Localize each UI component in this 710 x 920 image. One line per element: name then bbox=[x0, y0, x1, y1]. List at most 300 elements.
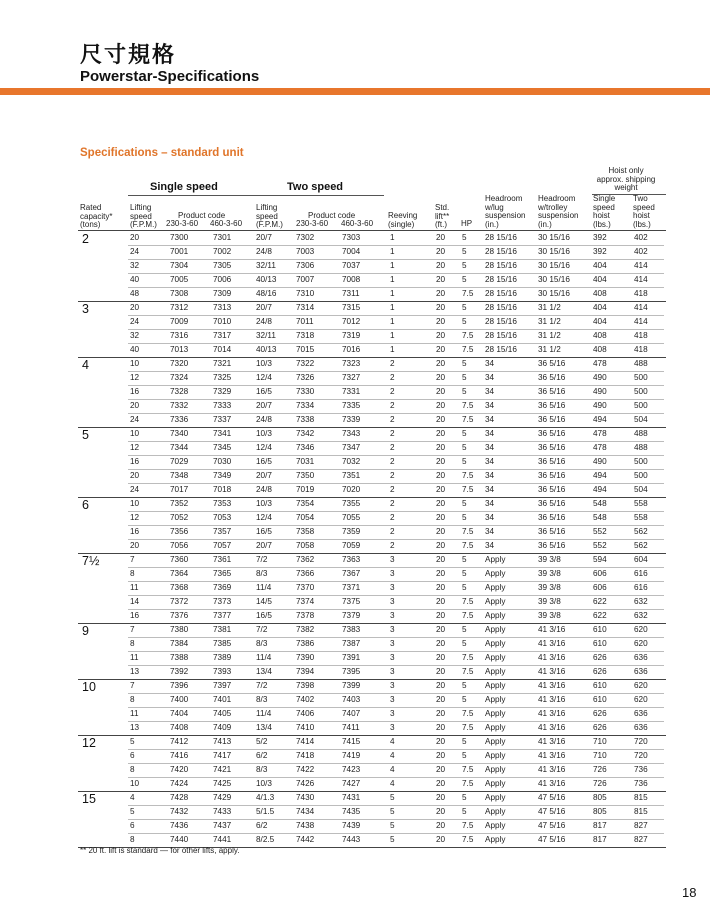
table-row bbox=[128, 455, 664, 469]
hoist-weight-two-cell: 815 bbox=[634, 807, 648, 816]
std-lift-cell: 20 bbox=[436, 667, 446, 676]
lifting-speed-single-cell: 20 bbox=[130, 541, 140, 550]
code-230-single-cell: 7005 bbox=[170, 275, 189, 284]
hp-cell: 5 bbox=[462, 387, 467, 396]
table-row bbox=[128, 469, 664, 483]
code-460-two-cell: 7331 bbox=[342, 387, 361, 396]
code-230-single-cell: 7340 bbox=[170, 429, 189, 438]
lifting-speed-single-cell: 20 bbox=[130, 471, 140, 480]
lifting-speed-two-cell: 24/8 bbox=[256, 415, 272, 424]
std-lift-cell: 20 bbox=[436, 625, 446, 634]
lifting-speed-two-cell: 16/5 bbox=[256, 527, 272, 536]
hoist-weight-two-cell: 604 bbox=[634, 555, 648, 564]
code-230-two-cell: 7382 bbox=[296, 625, 315, 634]
reeving-cell: 2 bbox=[390, 401, 395, 410]
code-230-two-cell: 7322 bbox=[296, 359, 315, 368]
code-460-two-cell: 7323 bbox=[342, 359, 361, 368]
reeving-cell: 2 bbox=[390, 527, 395, 536]
std-lift-cell: 20 bbox=[436, 443, 446, 452]
code-460-single-cell: 7053 bbox=[213, 513, 232, 522]
lifting-speed-single-cell: 24 bbox=[130, 247, 140, 256]
headroom-trolley-cell: 41 3/16 bbox=[538, 723, 566, 732]
headroom-lug-cell: 34 bbox=[485, 415, 495, 424]
lifting-speed-single-cell: 4 bbox=[130, 793, 135, 802]
hp-cell: 7.5 bbox=[462, 471, 474, 480]
page-title-chinese: 尺寸規格 bbox=[80, 42, 177, 68]
reeving-cell: 2 bbox=[390, 373, 395, 382]
headroom-trolley-cell: 36 5/16 bbox=[538, 541, 566, 550]
code-460-single-cell: 7010 bbox=[213, 317, 232, 326]
hoist-weight-two-cell: 414 bbox=[634, 261, 648, 270]
hoist-weight-single-cell: 622 bbox=[593, 611, 607, 620]
code-460-two-cell: 7059 bbox=[342, 541, 361, 550]
hoist-weight-single-cell: 594 bbox=[593, 555, 607, 564]
code-230-two-cell: 7019 bbox=[296, 485, 315, 494]
lifting-speed-two-cell: 20/7 bbox=[256, 303, 272, 312]
lifting-speed-two-cell: 24/8 bbox=[256, 485, 272, 494]
hoist-weight-single-cell: 490 bbox=[593, 401, 607, 410]
hoist-weight-two-cell: 562 bbox=[634, 527, 648, 536]
code-460-two-cell: 7311 bbox=[342, 289, 360, 298]
code-230-two-cell: 7346 bbox=[296, 443, 315, 452]
table-row bbox=[128, 427, 664, 441]
lifting-speed-two-cell: 12/4 bbox=[256, 513, 272, 522]
code-230-single-cell: 7412 bbox=[170, 737, 189, 746]
lifting-speed-two-cell: 11/4 bbox=[256, 583, 272, 592]
hp-cell: 7.5 bbox=[462, 653, 474, 662]
table-row bbox=[128, 553, 664, 567]
code-230-two-cell: 7330 bbox=[296, 387, 315, 396]
hoist-weight-single-cell: 610 bbox=[593, 695, 607, 704]
code-230-single-cell: 7424 bbox=[170, 779, 189, 788]
reeving-cell: 2 bbox=[390, 443, 395, 452]
code-460-single-cell: 7409 bbox=[213, 723, 232, 732]
headroom-trolley-cell: 36 5/16 bbox=[538, 485, 566, 494]
code-230-single-cell: 7376 bbox=[170, 611, 189, 620]
code-460-two-cell: 7008 bbox=[342, 275, 361, 284]
code-230-single-cell: 7001 bbox=[170, 247, 189, 256]
code-230-single-cell: 7372 bbox=[170, 597, 189, 606]
reeving-cell: 1 bbox=[390, 317, 395, 326]
table-row bbox=[128, 763, 664, 777]
headroom-lug-cell: 28 15/16 bbox=[485, 331, 517, 340]
hp-cell: 5 bbox=[462, 317, 467, 326]
code-230-single-cell: 7364 bbox=[170, 569, 189, 578]
headroom-lug-cell: Apply bbox=[485, 681, 506, 690]
reeving-cell: 3 bbox=[390, 583, 395, 592]
std-lift-cell: 20 bbox=[436, 681, 446, 690]
lifting-speed-single-cell: 12 bbox=[130, 373, 140, 382]
lifting-speed-two-cell: 13/4 bbox=[256, 667, 272, 676]
hoist-weight-two-cell: 720 bbox=[634, 737, 648, 746]
hoist-weight-single-cell: 408 bbox=[593, 289, 607, 298]
hoist-weight-single-cell: 494 bbox=[593, 471, 607, 480]
headroom-trolley-cell: 30 15/16 bbox=[538, 247, 570, 256]
std-lift-cell: 20 bbox=[436, 737, 446, 746]
code-460-two-cell: 7427 bbox=[342, 779, 361, 788]
hoist-weight-two-cell: 558 bbox=[634, 499, 648, 508]
code-460-single-cell: 7389 bbox=[213, 653, 232, 662]
headroom-trolley-cell: 36 5/16 bbox=[538, 401, 566, 410]
code-460-single-cell: 7317 bbox=[213, 331, 232, 340]
code-460-single-cell: 7381 bbox=[213, 625, 232, 634]
reeving-cell: 2 bbox=[390, 457, 395, 466]
header-460v-two: 460-3-60 bbox=[341, 219, 374, 228]
hp-cell: 5 bbox=[462, 737, 467, 746]
code-230-two-cell: 7366 bbox=[296, 569, 315, 578]
code-460-single-cell: 7385 bbox=[213, 639, 232, 648]
code-460-two-cell: 7351 bbox=[342, 471, 361, 480]
reeving-cell: 5 bbox=[390, 807, 395, 816]
lifting-speed-single-cell: 11 bbox=[130, 653, 139, 662]
hoist-weight-single-cell: 726 bbox=[593, 765, 607, 774]
lifting-speed-two-cell: 14/5 bbox=[256, 597, 272, 606]
lifting-speed-single-cell: 8 bbox=[130, 639, 135, 648]
code-460-single-cell: 7413 bbox=[213, 737, 232, 746]
code-460-two-cell: 7387 bbox=[342, 639, 361, 648]
table-row bbox=[128, 567, 664, 581]
table-row bbox=[128, 679, 664, 693]
hp-cell: 5 bbox=[462, 681, 467, 690]
headroom-lug-cell: 34 bbox=[485, 485, 495, 494]
headroom-trolley-cell: 36 5/16 bbox=[538, 513, 566, 522]
std-lift-cell: 20 bbox=[436, 401, 446, 410]
headroom-trolley-cell: 41 3/16 bbox=[538, 751, 566, 760]
headroom-lug-cell: 34 bbox=[485, 457, 495, 466]
lifting-speed-two-cell: 8/3 bbox=[256, 639, 268, 648]
headroom-lug-cell: Apply bbox=[485, 751, 506, 760]
code-230-two-cell: 7007 bbox=[296, 275, 315, 284]
code-230-two-cell: 7378 bbox=[296, 611, 315, 620]
headroom-lug-cell: 28 15/16 bbox=[485, 317, 517, 326]
code-230-single-cell: 7009 bbox=[170, 317, 189, 326]
headroom-lug-cell: Apply bbox=[485, 709, 506, 718]
lifting-speed-two-cell: 16/5 bbox=[256, 457, 272, 466]
headroom-trolley-cell: 30 15/16 bbox=[538, 233, 570, 242]
code-460-single-cell: 7417 bbox=[213, 751, 232, 760]
headroom-lug-cell: 28 15/16 bbox=[485, 261, 517, 270]
reeving-cell: 1 bbox=[390, 289, 395, 298]
hoist-weight-single-cell: 392 bbox=[593, 233, 607, 242]
headroom-lug-cell: Apply bbox=[485, 555, 506, 564]
lifting-speed-two-cell: 20/7 bbox=[256, 471, 272, 480]
code-230-two-cell: 7386 bbox=[296, 639, 315, 648]
code-230-two-cell: 7402 bbox=[296, 695, 315, 704]
code-230-two-cell: 7414 bbox=[296, 737, 315, 746]
headroom-lug-cell: 34 bbox=[485, 527, 495, 536]
table-row bbox=[128, 581, 664, 595]
hoist-only-group-header: Hoist only approx. shipping weight bbox=[596, 166, 656, 193]
code-460-two-cell: 7431 bbox=[342, 793, 361, 802]
code-460-two-cell: 7012 bbox=[342, 317, 361, 326]
code-230-single-cell: 7056 bbox=[170, 541, 189, 550]
code-230-single-cell: 7428 bbox=[170, 793, 189, 802]
hp-cell: 5 bbox=[462, 359, 467, 368]
headroom-lug-cell: Apply bbox=[485, 611, 506, 620]
lifting-speed-two-cell: 5/1.5 bbox=[256, 807, 275, 816]
lifting-speed-single-cell: 32 bbox=[130, 261, 140, 270]
code-230-two-cell: 7350 bbox=[296, 471, 315, 480]
headroom-trolley-cell: 36 5/16 bbox=[538, 499, 566, 508]
rated-capacity-label: 2 bbox=[82, 232, 89, 246]
code-230-two-cell: 7390 bbox=[296, 653, 315, 662]
hoist-weight-single-cell: 626 bbox=[593, 709, 607, 718]
reeving-cell: 3 bbox=[390, 681, 395, 690]
code-230-two-cell: 7434 bbox=[296, 807, 315, 816]
footnote: ** 20 ft. lift is standard — for other lifts, apply. bbox=[80, 846, 240, 855]
lifting-speed-single-cell: 14 bbox=[130, 597, 140, 606]
rated-capacity-label: 4 bbox=[82, 358, 89, 372]
code-230-two-cell: 7354 bbox=[296, 499, 315, 508]
code-230-two-cell: 7054 bbox=[296, 513, 315, 522]
table-row bbox=[128, 483, 664, 497]
code-460-single-cell: 7333 bbox=[213, 401, 232, 410]
headroom-trolley-cell: 39 3/8 bbox=[538, 597, 561, 606]
lifting-speed-two-cell: 48/16 bbox=[256, 289, 277, 298]
lifting-speed-single-cell: 10 bbox=[130, 429, 140, 438]
code-230-single-cell: 7308 bbox=[170, 289, 189, 298]
headroom-trolley-cell: 39 3/8 bbox=[538, 569, 561, 578]
hp-cell: 7.5 bbox=[462, 345, 474, 354]
code-230-two-cell: 7358 bbox=[296, 527, 315, 536]
code-460-two-cell: 7435 bbox=[342, 807, 361, 816]
hoist-weight-single-cell: 404 bbox=[593, 275, 607, 284]
headroom-lug-cell: Apply bbox=[485, 625, 506, 634]
code-460-single-cell: 7429 bbox=[213, 793, 232, 802]
code-230-single-cell: 7440 bbox=[170, 835, 189, 844]
table-row bbox=[128, 343, 664, 357]
hoist-weight-two-cell: 827 bbox=[634, 821, 648, 830]
rated-capacity-label: 15 bbox=[82, 792, 96, 806]
table-row bbox=[128, 399, 664, 413]
headroom-trolley-cell: 30 15/16 bbox=[538, 289, 570, 298]
lifting-speed-single-cell: 20 bbox=[130, 401, 140, 410]
code-230-two-cell: 7398 bbox=[296, 681, 315, 690]
headroom-trolley-cell: 41 3/16 bbox=[538, 737, 566, 746]
lifting-speed-single-cell: 5 bbox=[130, 737, 135, 746]
lifting-speed-single-cell: 7 bbox=[130, 625, 135, 634]
code-460-two-cell: 7367 bbox=[342, 569, 361, 578]
headroom-lug-cell: 34 bbox=[485, 373, 495, 382]
reeving-cell: 3 bbox=[390, 639, 395, 648]
lifting-speed-two-cell: 32/11 bbox=[256, 331, 276, 340]
hoist-weight-two-cell: 402 bbox=[634, 247, 648, 256]
table-row bbox=[128, 385, 664, 399]
hoist-weight-single-cell: 610 bbox=[593, 625, 607, 634]
hoist-weight-two-cell: 418 bbox=[634, 345, 648, 354]
code-230-single-cell: 7388 bbox=[170, 653, 189, 662]
table-row bbox=[128, 525, 664, 539]
header-std-lift: Std. lift** (ft.) bbox=[435, 203, 450, 230]
hp-cell: 5 bbox=[462, 261, 467, 270]
hoist-weight-two-cell: 620 bbox=[634, 639, 648, 648]
hoist-weight-two-cell: 620 bbox=[634, 625, 648, 634]
reeving-cell: 5 bbox=[390, 793, 395, 802]
code-460-two-cell: 7055 bbox=[342, 513, 361, 522]
code-460-single-cell: 7325 bbox=[213, 373, 232, 382]
reeving-cell: 4 bbox=[390, 737, 395, 746]
table-row bbox=[128, 329, 664, 343]
hp-cell: 7.5 bbox=[462, 289, 474, 298]
code-230-single-cell: 7400 bbox=[170, 695, 189, 704]
code-230-single-cell: 7360 bbox=[170, 555, 189, 564]
table-row bbox=[128, 749, 664, 763]
headroom-trolley-cell: 41 3/16 bbox=[538, 667, 566, 676]
reeving-cell: 1 bbox=[390, 345, 395, 354]
hoist-weight-two-cell: 418 bbox=[634, 331, 648, 340]
headroom-trolley-cell: 41 3/16 bbox=[538, 779, 566, 788]
reeving-cell: 2 bbox=[390, 471, 395, 480]
headroom-lug-cell: 34 bbox=[485, 443, 495, 452]
std-lift-cell: 20 bbox=[436, 275, 446, 284]
lifting-speed-single-cell: 32 bbox=[130, 331, 140, 340]
hoist-weight-single-cell: 478 bbox=[593, 443, 607, 452]
hoist-weight-single-cell: 606 bbox=[593, 583, 607, 592]
code-460-single-cell: 7313 bbox=[213, 303, 232, 312]
code-230-single-cell: 7316 bbox=[170, 331, 189, 340]
code-230-two-cell: 7410 bbox=[296, 723, 315, 732]
code-460-two-cell: 7391 bbox=[342, 653, 361, 662]
reeving-cell: 3 bbox=[390, 625, 395, 634]
table-row bbox=[128, 721, 664, 735]
code-460-single-cell: 7361 bbox=[213, 555, 232, 564]
lifting-speed-two-cell: 12/4 bbox=[256, 443, 272, 452]
lifting-speed-two-cell: 20/7 bbox=[256, 541, 272, 550]
code-230-single-cell: 7029 bbox=[170, 457, 189, 466]
headroom-trolley-cell: 36 5/16 bbox=[538, 527, 566, 536]
hoist-weight-two-cell: 504 bbox=[634, 415, 648, 424]
code-230-single-cell: 7408 bbox=[170, 723, 189, 732]
lifting-speed-two-cell: 4/1.3 bbox=[256, 793, 275, 802]
reeving-cell: 2 bbox=[390, 541, 395, 550]
code-460-two-cell: 7037 bbox=[342, 261, 361, 270]
headroom-lug-cell: Apply bbox=[485, 835, 506, 844]
code-460-single-cell: 7353 bbox=[213, 499, 232, 508]
code-460-two-cell: 7375 bbox=[342, 597, 361, 606]
headroom-trolley-cell: 31 1/2 bbox=[538, 345, 561, 354]
code-460-two-cell: 7020 bbox=[342, 485, 361, 494]
std-lift-cell: 20 bbox=[436, 345, 446, 354]
hoist-weight-single-cell: 805 bbox=[593, 793, 607, 802]
headroom-lug-cell: 34 bbox=[485, 499, 495, 508]
reeving-cell: 3 bbox=[390, 695, 395, 704]
header-headroom-trolley: Headroom w/trolley suspension (in.) bbox=[538, 194, 579, 229]
table-row bbox=[128, 497, 664, 511]
lifting-speed-two-cell: 10/3 bbox=[256, 779, 272, 788]
code-230-single-cell: 7420 bbox=[170, 765, 189, 774]
hoist-weight-single-cell: 817 bbox=[593, 835, 607, 844]
headroom-lug-cell: Apply bbox=[485, 653, 506, 662]
hoist-weight-two-cell: 736 bbox=[634, 765, 648, 774]
hoist-weight-two-cell: 488 bbox=[634, 429, 648, 438]
rated-capacity-label: 12 bbox=[82, 736, 96, 750]
hoist-weight-two-cell: 500 bbox=[634, 471, 648, 480]
std-lift-cell: 20 bbox=[436, 289, 446, 298]
hoist-weight-two-cell: 414 bbox=[634, 275, 648, 284]
rated-capacity-label: 3 bbox=[82, 302, 89, 316]
reeving-cell: 3 bbox=[390, 723, 395, 732]
code-460-single-cell: 7373 bbox=[213, 597, 232, 606]
code-460-single-cell: 7421 bbox=[213, 765, 232, 774]
hoist-weight-single-cell: 404 bbox=[593, 303, 607, 312]
code-460-two-cell: 7343 bbox=[342, 429, 361, 438]
hp-cell: 7.5 bbox=[462, 597, 474, 606]
code-460-single-cell: 7002 bbox=[213, 247, 232, 256]
headroom-trolley-cell: 47 5/16 bbox=[538, 821, 566, 830]
hoist-weight-single-cell: 490 bbox=[593, 373, 607, 382]
hoist-weight-single-cell: 548 bbox=[593, 499, 607, 508]
table-row bbox=[128, 511, 664, 525]
reeving-cell: 1 bbox=[390, 247, 395, 256]
table-row bbox=[128, 301, 664, 315]
headroom-lug-cell: Apply bbox=[485, 597, 506, 606]
lifting-speed-single-cell: 24 bbox=[130, 485, 140, 494]
code-460-two-cell: 7303 bbox=[342, 233, 361, 242]
headroom-trolley-cell: 39 3/8 bbox=[538, 555, 561, 564]
code-230-two-cell: 7326 bbox=[296, 373, 315, 382]
headroom-lug-cell: Apply bbox=[485, 569, 506, 578]
hp-cell: 7.5 bbox=[462, 821, 474, 830]
headroom-trolley-cell: 30 15/16 bbox=[538, 261, 570, 270]
code-460-two-cell: 7355 bbox=[342, 499, 361, 508]
hp-cell: 5 bbox=[462, 275, 467, 284]
table-row bbox=[128, 777, 664, 791]
code-230-single-cell: 7312 bbox=[170, 303, 189, 312]
hp-cell: 5 bbox=[462, 793, 467, 802]
reeving-cell: 3 bbox=[390, 569, 395, 578]
lifting-speed-single-cell: 48 bbox=[130, 289, 140, 298]
hoist-weight-two-cell: 720 bbox=[634, 751, 648, 760]
reeving-cell: 3 bbox=[390, 667, 395, 676]
section-heading: Specifications – standard unit bbox=[80, 147, 244, 159]
std-lift-cell: 20 bbox=[436, 583, 446, 592]
lifting-speed-two-cell: 16/5 bbox=[256, 387, 272, 396]
hoist-weight-two-cell: 558 bbox=[634, 513, 648, 522]
header-lifting-speed-single: Lifting speed (F.P.M.) bbox=[130, 203, 157, 230]
code-460-two-cell: 7016 bbox=[342, 345, 361, 354]
hoist-weight-two-cell: 500 bbox=[634, 457, 648, 466]
hp-cell: 5 bbox=[462, 583, 467, 592]
code-460-two-cell: 7379 bbox=[342, 611, 361, 620]
std-lift-cell: 20 bbox=[436, 807, 446, 816]
code-230-two-cell: 7362 bbox=[296, 555, 315, 564]
hp-cell: 7.5 bbox=[462, 415, 474, 424]
headroom-lug-cell: 34 bbox=[485, 429, 495, 438]
headroom-lug-cell: Apply bbox=[485, 765, 506, 774]
lifting-speed-single-cell: 10 bbox=[130, 779, 140, 788]
hoist-weight-two-cell: 636 bbox=[634, 667, 648, 676]
std-lift-cell: 20 bbox=[436, 247, 446, 256]
reeving-cell: 4 bbox=[390, 751, 395, 760]
code-230-single-cell: 7300 bbox=[170, 233, 189, 242]
std-lift-cell: 20 bbox=[436, 429, 446, 438]
code-460-two-cell: 7419 bbox=[342, 751, 361, 760]
headroom-trolley-cell: 36 5/16 bbox=[538, 415, 566, 424]
lifting-speed-single-cell: 16 bbox=[130, 527, 140, 536]
hp-cell: 7.5 bbox=[462, 331, 474, 340]
lifting-speed-single-cell: 8 bbox=[130, 569, 135, 578]
std-lift-cell: 20 bbox=[436, 597, 446, 606]
hoist-weight-two-cell: 636 bbox=[634, 653, 648, 662]
code-230-two-cell: 7438 bbox=[296, 821, 315, 830]
table-row bbox=[128, 707, 664, 721]
page-title: Powerstar-Specifications bbox=[80, 68, 260, 85]
headroom-lug-cell: 34 bbox=[485, 387, 495, 396]
code-230-two-cell: 7374 bbox=[296, 597, 315, 606]
code-460-single-cell: 7377 bbox=[213, 611, 232, 620]
code-230-single-cell: 7368 bbox=[170, 583, 189, 592]
lifting-speed-single-cell: 16 bbox=[130, 387, 140, 396]
